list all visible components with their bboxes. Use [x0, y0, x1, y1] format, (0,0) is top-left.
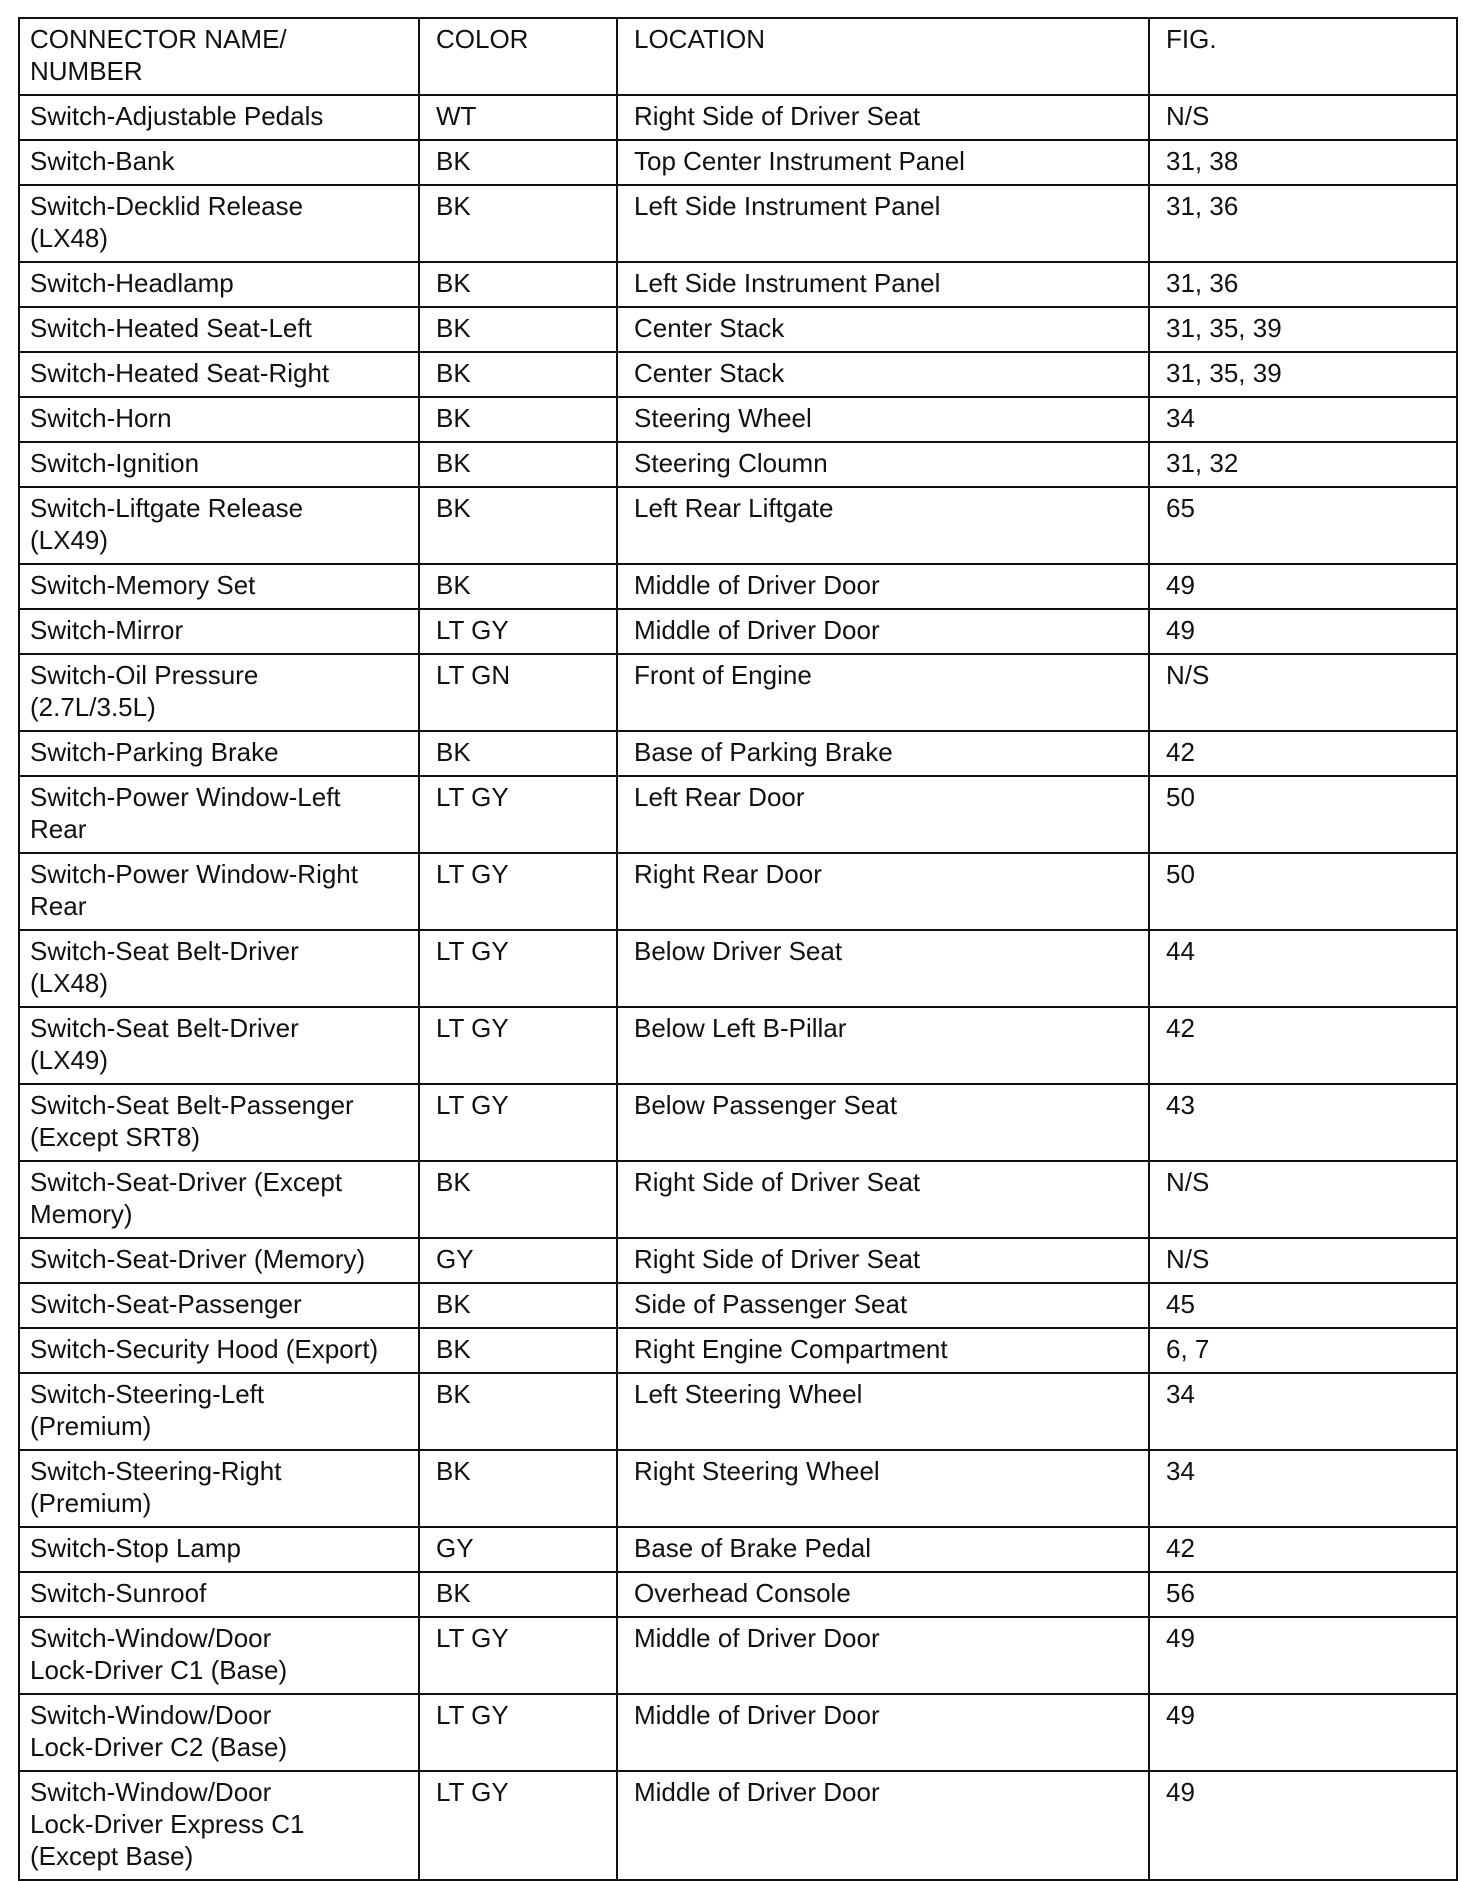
- location-cell: Right Steering Wheel: [617, 1450, 1149, 1527]
- table-row: [19, 1617, 1457, 1694]
- connector-name-cell: Switch-Security Hood (Export): [19, 1328, 419, 1373]
- table-body: [19, 95, 1457, 1880]
- fig-cell: 50: [1149, 776, 1457, 853]
- table-row: [19, 1328, 1457, 1373]
- color-cell: GY: [419, 1527, 617, 1572]
- fig-cell: 42: [1149, 1527, 1457, 1572]
- connector-table: [18, 17, 1458, 1881]
- color-cell: BK: [419, 564, 617, 609]
- location-cell: Base of Brake Pedal: [617, 1527, 1149, 1572]
- connector-name-cell: Switch-Seat Belt-Driver (LX49): [19, 1007, 419, 1084]
- location-cell: Side of Passenger Seat: [617, 1283, 1149, 1328]
- fig-cell: 45: [1149, 1283, 1457, 1328]
- connector-name-cell: Switch-Seat-Driver (Except Memory): [19, 1161, 419, 1238]
- fig-cell: 31, 36: [1149, 262, 1457, 307]
- table-row: [19, 853, 1457, 930]
- fig-cell: 34: [1149, 1450, 1457, 1527]
- connector-name-cell: Switch-Window/Door Lock-Driver C1 (Base): [19, 1617, 419, 1694]
- location-cell: Right Side of Driver Seat: [617, 1161, 1149, 1238]
- connector-name-cell: Switch-Seat Belt-Driver (LX48): [19, 930, 419, 1007]
- connector-name-cell: Switch-Horn: [19, 397, 419, 442]
- table-row: [19, 1283, 1457, 1328]
- fig-cell: 44: [1149, 930, 1457, 1007]
- connector-name-cell: Switch-Power Window-Left Rear: [19, 776, 419, 853]
- color-cell: LT GY: [419, 853, 617, 930]
- header-fig: FIG.: [1149, 18, 1457, 95]
- location-cell: Base of Parking Brake: [617, 731, 1149, 776]
- color-cell: BK: [419, 185, 617, 262]
- table-row: [19, 1373, 1457, 1450]
- connector-name-cell: Switch-Adjustable Pedals: [19, 95, 419, 140]
- color-cell: BK: [419, 1328, 617, 1373]
- connector-name-cell: Switch-Headlamp: [19, 262, 419, 307]
- table-row: [19, 1084, 1457, 1161]
- fig-cell: N/S: [1149, 95, 1457, 140]
- location-cell: Left Rear Liftgate: [617, 487, 1149, 564]
- fig-cell: 49: [1149, 1617, 1457, 1694]
- location-cell: Right Side of Driver Seat: [617, 95, 1149, 140]
- table-row: [19, 352, 1457, 397]
- location-cell: Right Side of Driver Seat: [617, 1238, 1149, 1283]
- connector-name-cell: Switch-Seat-Driver (Memory): [19, 1238, 419, 1283]
- color-cell: GY: [419, 1238, 617, 1283]
- connector-name-cell: Switch-Liftgate Release (LX49): [19, 487, 419, 564]
- fig-cell: 65: [1149, 487, 1457, 564]
- connector-name-cell: Switch-Heated Seat-Right: [19, 352, 419, 397]
- table-row: [19, 1527, 1457, 1572]
- color-cell: LT GY: [419, 930, 617, 1007]
- fig-cell: 49: [1149, 1771, 1457, 1880]
- connector-name-cell: Switch-Seat Belt-Passenger (Except SRT8): [19, 1084, 419, 1161]
- location-cell: Front of Engine: [617, 654, 1149, 731]
- table-row: [19, 1450, 1457, 1527]
- connector-name-cell: Switch-Power Window-Right Rear: [19, 853, 419, 930]
- color-cell: LT GY: [419, 609, 617, 654]
- location-cell: Middle of Driver Door: [617, 1617, 1149, 1694]
- table-row: [19, 1572, 1457, 1617]
- table-row: [19, 95, 1457, 140]
- location-cell: Center Stack: [617, 352, 1149, 397]
- fig-cell: N/S: [1149, 654, 1457, 731]
- table-row: [19, 442, 1457, 487]
- location-cell: Center Stack: [617, 307, 1149, 352]
- table-row: [19, 564, 1457, 609]
- location-cell: Left Side Instrument Panel: [617, 185, 1149, 262]
- table-header-row: [19, 18, 1457, 95]
- location-cell: Below Driver Seat: [617, 930, 1149, 1007]
- location-cell: Right Rear Door: [617, 853, 1149, 930]
- fig-cell: 49: [1149, 564, 1457, 609]
- color-cell: LT GN: [419, 654, 617, 731]
- header-connector-name: CONNECTOR NAME/ NUMBER: [19, 18, 419, 95]
- fig-cell: 49: [1149, 1694, 1457, 1771]
- fig-cell: 31, 35, 39: [1149, 307, 1457, 352]
- table-row: [19, 1007, 1457, 1084]
- color-cell: BK: [419, 1161, 617, 1238]
- table-row: [19, 930, 1457, 1007]
- color-cell: BK: [419, 140, 617, 185]
- location-cell: Overhead Console: [617, 1572, 1149, 1617]
- location-cell: Steering Wheel: [617, 397, 1149, 442]
- connector-name-cell: Switch-Ignition: [19, 442, 419, 487]
- location-cell: Steering Cloumn: [617, 442, 1149, 487]
- table-row: [19, 185, 1457, 262]
- table-row: [19, 140, 1457, 185]
- connector-name-cell: Switch-Window/Door Lock-Driver Express C1 (Except Base): [19, 1771, 419, 1880]
- connector-name-cell: Switch-Bank: [19, 140, 419, 185]
- fig-cell: 31, 35, 39: [1149, 352, 1457, 397]
- color-cell: BK: [419, 1283, 617, 1328]
- fig-cell: 31, 38: [1149, 140, 1457, 185]
- connector-name-cell: Switch-Mirror: [19, 609, 419, 654]
- location-cell: Top Center Instrument Panel: [617, 140, 1149, 185]
- color-cell: BK: [419, 731, 617, 776]
- location-cell: Middle of Driver Door: [617, 609, 1149, 654]
- table-row: [19, 487, 1457, 564]
- location-cell: Right Engine Compartment: [617, 1328, 1149, 1373]
- table-row: [19, 1238, 1457, 1283]
- color-cell: LT GY: [419, 1771, 617, 1880]
- color-cell: BK: [419, 352, 617, 397]
- table-row: [19, 307, 1457, 352]
- table-row: [19, 262, 1457, 307]
- color-cell: BK: [419, 262, 617, 307]
- color-cell: LT GY: [419, 1007, 617, 1084]
- color-cell: LT GY: [419, 1694, 617, 1771]
- fig-cell: 31, 32: [1149, 442, 1457, 487]
- connector-name-cell: Switch-Heated Seat-Left: [19, 307, 419, 352]
- color-cell: BK: [419, 397, 617, 442]
- header-location: LOCATION: [617, 18, 1149, 95]
- connector-name-cell: Switch-Steering-Left (Premium): [19, 1373, 419, 1450]
- fig-cell: 50: [1149, 853, 1457, 930]
- color-cell: LT GY: [419, 1617, 617, 1694]
- table-row: [19, 1771, 1457, 1880]
- fig-cell: 56: [1149, 1572, 1457, 1617]
- table-row: [19, 397, 1457, 442]
- color-cell: LT GY: [419, 776, 617, 853]
- fig-cell: 31, 36: [1149, 185, 1457, 262]
- fig-cell: 43: [1149, 1084, 1457, 1161]
- table-row: [19, 654, 1457, 731]
- fig-cell: 34: [1149, 397, 1457, 442]
- table-row: [19, 609, 1457, 654]
- connector-name-cell: Switch-Parking Brake: [19, 731, 419, 776]
- connector-name-cell: Switch-Oil Pressure (2.7L/3.5L): [19, 654, 419, 731]
- connector-name-cell: Switch-Seat-Passenger: [19, 1283, 419, 1328]
- fig-cell: 42: [1149, 731, 1457, 776]
- fig-cell: N/S: [1149, 1238, 1457, 1283]
- color-cell: BK: [419, 1450, 617, 1527]
- connector-name-cell: Switch-Steering-Right (Premium): [19, 1450, 419, 1527]
- fig-cell: 49: [1149, 609, 1457, 654]
- fig-cell: 6, 7: [1149, 1328, 1457, 1373]
- fig-cell: N/S: [1149, 1161, 1457, 1238]
- table-row: [19, 776, 1457, 853]
- color-cell: BK: [419, 487, 617, 564]
- header-color: COLOR: [419, 18, 617, 95]
- color-cell: BK: [419, 442, 617, 487]
- fig-cell: 34: [1149, 1373, 1457, 1450]
- location-cell: Left Side Instrument Panel: [617, 262, 1149, 307]
- color-cell: BK: [419, 1572, 617, 1617]
- connector-name-cell: Switch-Sunroof: [19, 1572, 419, 1617]
- color-cell: BK: [419, 307, 617, 352]
- connector-name-cell: Switch-Stop Lamp: [19, 1527, 419, 1572]
- location-cell: Middle of Driver Door: [617, 1694, 1149, 1771]
- location-cell: Middle of Driver Door: [617, 564, 1149, 609]
- color-cell: LT GY: [419, 1084, 617, 1161]
- table-row: [19, 1161, 1457, 1238]
- location-cell: Middle of Driver Door: [617, 1771, 1149, 1880]
- connector-name-cell: Switch-Memory Set: [19, 564, 419, 609]
- connector-name-cell: Switch-Decklid Release (LX48): [19, 185, 419, 262]
- fig-cell: 42: [1149, 1007, 1457, 1084]
- location-cell: Left Steering Wheel: [617, 1373, 1149, 1450]
- location-cell: Left Rear Door: [617, 776, 1149, 853]
- location-cell: Below Passenger Seat: [617, 1084, 1149, 1161]
- connector-name-cell: Switch-Window/Door Lock-Driver C2 (Base): [19, 1694, 419, 1771]
- table-row: [19, 1694, 1457, 1771]
- location-cell: Below Left B-Pillar: [617, 1007, 1149, 1084]
- color-cell: BK: [419, 1373, 617, 1450]
- color-cell: WT: [419, 95, 617, 140]
- table-row: [19, 731, 1457, 776]
